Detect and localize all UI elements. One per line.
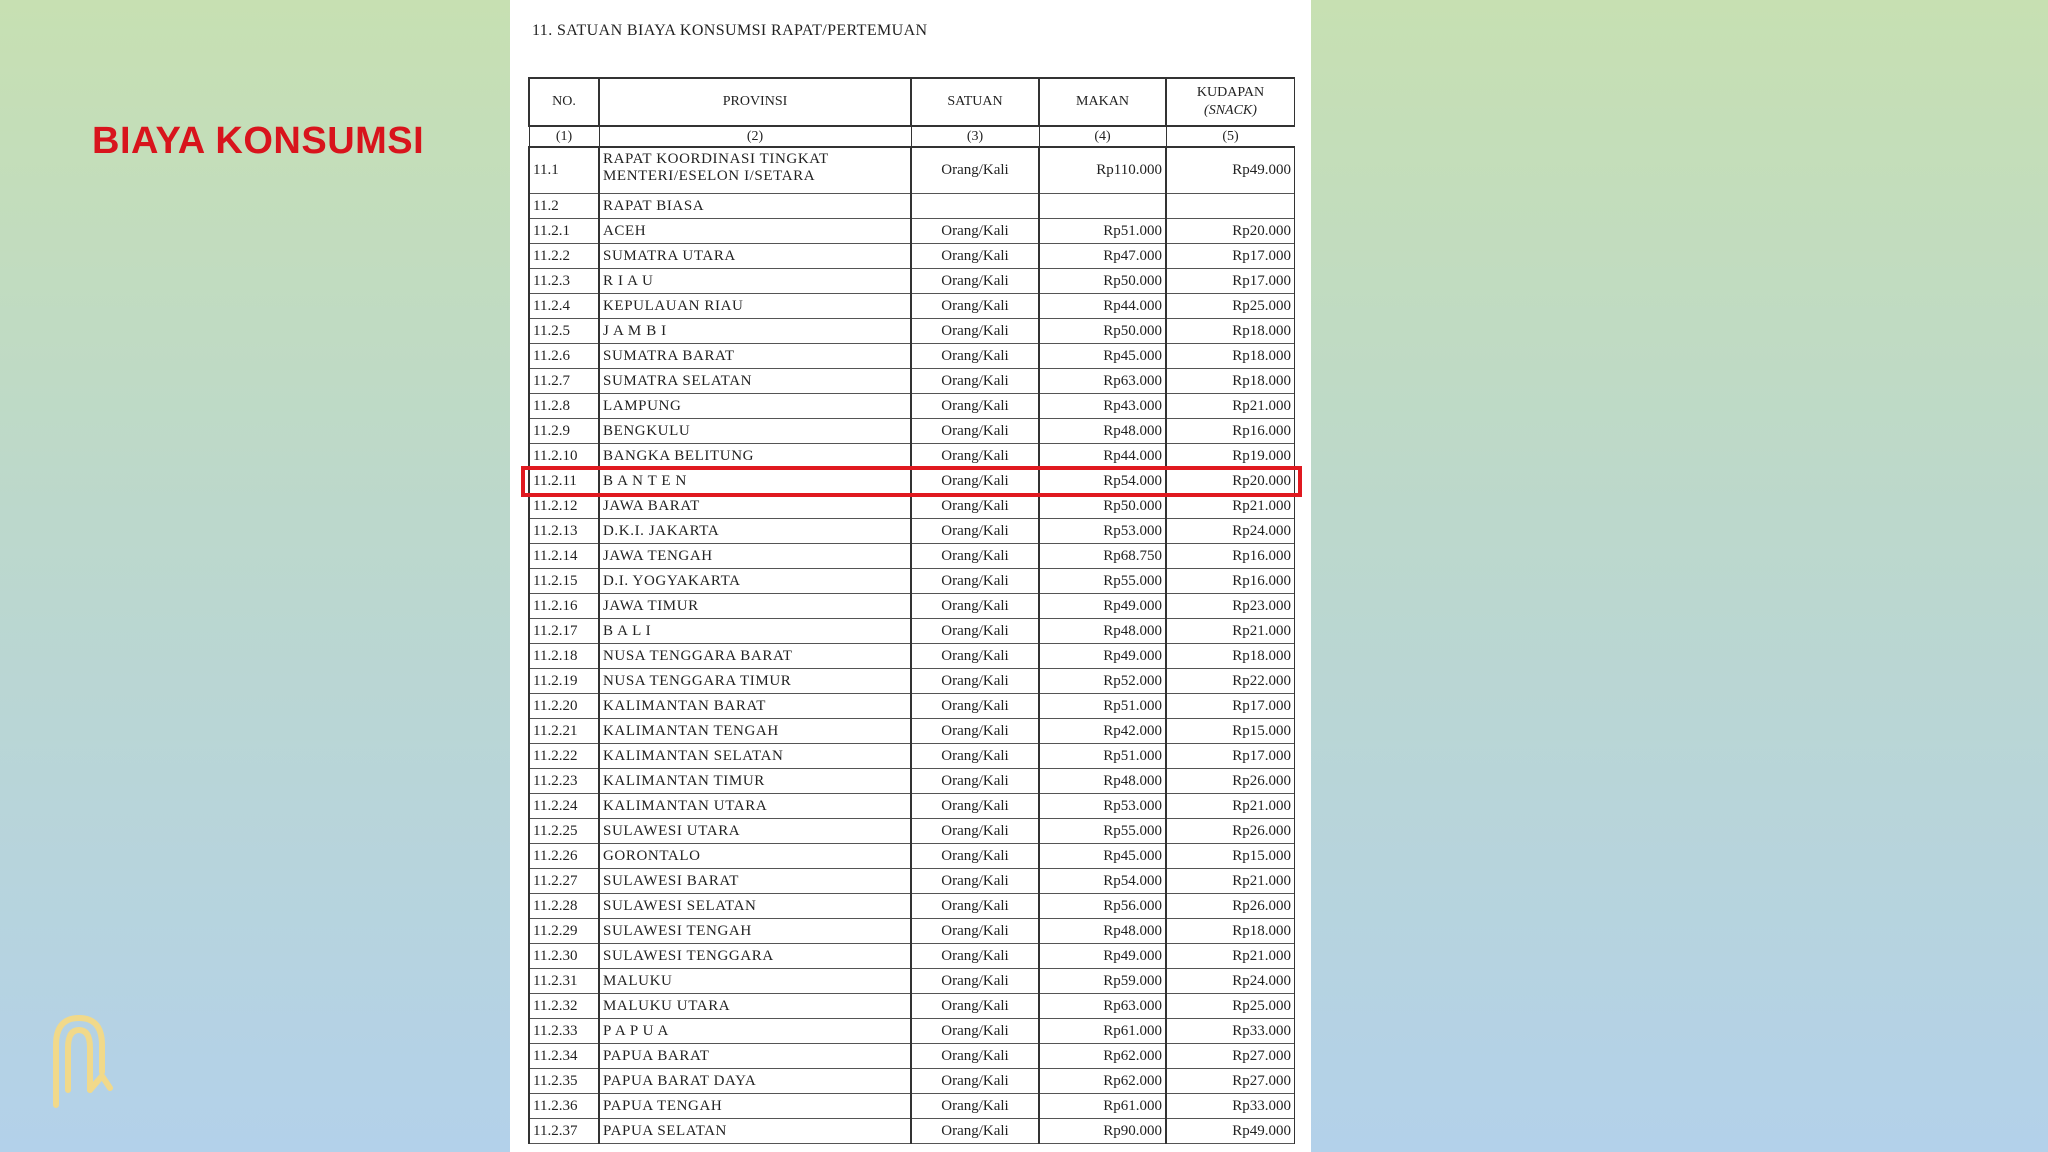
row-meal-cost: Rp43.000 (1039, 394, 1166, 419)
row-meal-cost: Rp49.000 (1039, 944, 1166, 969)
row-unit: Orang/Kali (911, 469, 1039, 494)
row-province: PAPUA SELATAN (599, 1119, 911, 1144)
row-number: 11.2.1 (529, 219, 599, 244)
table-row (529, 1044, 1295, 1069)
row-snack-cost: Rp23.000 (1166, 594, 1295, 619)
table-row (529, 147, 1295, 194)
row-province: SULAWESI UTARA (599, 819, 911, 844)
row-unit: Orang/Kali (911, 394, 1039, 419)
row-number: 11.2.20 (529, 694, 599, 719)
row-meal-cost: Rp50.000 (1039, 319, 1166, 344)
row-province: B A L I (599, 619, 911, 644)
col-header-kudapan-line1: KUDAPAN (1196, 85, 1265, 100)
table-header-row (529, 78, 1295, 126)
row-province: SULAWESI BARAT (599, 869, 911, 894)
row-number: 11.2.19 (529, 669, 599, 694)
row-snack-cost: Rp27.000 (1166, 1044, 1295, 1069)
row-province: NUSA TENGGARA TIMUR (599, 669, 911, 694)
row-meal-cost: Rp53.000 (1039, 519, 1166, 544)
row-meal-cost: Rp42.000 (1039, 719, 1166, 744)
table-row (529, 1069, 1295, 1094)
row-meal-cost: Rp63.000 (1039, 369, 1166, 394)
row-number: 11.2.18 (529, 644, 599, 669)
table-row (529, 294, 1295, 319)
table-row (529, 619, 1295, 644)
row-unit: Orang/Kali (911, 319, 1039, 344)
row-unit: Orang/Kali (911, 869, 1039, 894)
row-unit: Orang/Kali (911, 844, 1039, 869)
row-unit: Orang/Kali (911, 919, 1039, 944)
row-meal-cost: Rp54.000 (1039, 869, 1166, 894)
table-row-highlighted (529, 469, 1295, 494)
row-province: D.K.I. JAKARTA (599, 519, 911, 544)
col-header-kudapan (1166, 78, 1295, 126)
table-row (529, 344, 1295, 369)
table-row (529, 569, 1295, 594)
row-unit: Orang/Kali (911, 344, 1039, 369)
row-number: 11.2.29 (529, 919, 599, 944)
row-unit: Orang/Kali (911, 669, 1039, 694)
row-meal-cost: Rp55.000 (1039, 569, 1166, 594)
row-meal-cost: Rp51.000 (1039, 744, 1166, 769)
row-unit (911, 194, 1039, 219)
row-number: 11.2.11 (529, 469, 599, 494)
row-snack-cost: Rp25.000 (1166, 294, 1295, 319)
row-unit: Orang/Kali (911, 244, 1039, 269)
row-meal-cost: Rp59.000 (1039, 969, 1166, 994)
row-province: KALIMANTAN TENGAH (599, 719, 911, 744)
row-unit: Orang/Kali (911, 494, 1039, 519)
row-snack-cost: Rp49.000 (1166, 147, 1295, 194)
row-snack-cost: Rp18.000 (1166, 919, 1295, 944)
table-row (529, 444, 1295, 469)
row-meal-cost: Rp63.000 (1039, 994, 1166, 1019)
row-number: 11.2.7 (529, 369, 599, 394)
row-province: MALUKU (599, 969, 911, 994)
row-meal-cost: Rp49.000 (1039, 644, 1166, 669)
column-number: (4) (1039, 126, 1166, 147)
row-unit: Orang/Kali (911, 269, 1039, 294)
arch-arrow-logo-icon (44, 1010, 114, 1110)
row-unit: Orang/Kali (911, 569, 1039, 594)
row-number: 11.1 (529, 147, 599, 194)
col-header-kudapan-line2: (SNACK) (1204, 103, 1257, 118)
row-meal-cost: Rp52.000 (1039, 669, 1166, 694)
row-number: 11.2.9 (529, 419, 599, 444)
row-unit: Orang/Kali (911, 994, 1039, 1019)
row-number: 11.2.30 (529, 944, 599, 969)
row-unit: Orang/Kali (911, 944, 1039, 969)
row-meal-cost: Rp90.000 (1039, 1119, 1166, 1144)
row-unit: Orang/Kali (911, 644, 1039, 669)
table-row (529, 544, 1295, 569)
row-snack-cost: Rp33.000 (1166, 1019, 1295, 1044)
row-province: SUMATRA BARAT (599, 344, 911, 369)
table-row (529, 944, 1295, 969)
row-number: 11.2.8 (529, 394, 599, 419)
table-row (529, 244, 1295, 269)
row-meal-cost: Rp45.000 (1039, 844, 1166, 869)
row-unit: Orang/Kali (911, 519, 1039, 544)
row-number: 11.2.24 (529, 794, 599, 819)
row-snack-cost: Rp24.000 (1166, 519, 1295, 544)
row-unit: Orang/Kali (911, 219, 1039, 244)
row-meal-cost: Rp47.000 (1039, 244, 1166, 269)
row-meal-cost: Rp48.000 (1039, 769, 1166, 794)
row-province: RAPAT BIASA (599, 194, 911, 219)
row-snack-cost: Rp22.000 (1166, 669, 1295, 694)
row-unit: Orang/Kali (911, 794, 1039, 819)
table-row (529, 419, 1295, 444)
row-province: MALUKU UTARA (599, 994, 911, 1019)
table-row (529, 969, 1295, 994)
row-province: SULAWESI TENGGARA (599, 944, 911, 969)
cost-table (528, 77, 1295, 1144)
row-province: PAPUA BARAT DAYA (599, 1069, 911, 1094)
row-unit: Orang/Kali (911, 719, 1039, 744)
row-meal-cost: Rp48.000 (1039, 919, 1166, 944)
row-number: 11.2 (529, 194, 599, 219)
row-province: KALIMANTAN SELATAN (599, 744, 911, 769)
row-meal-cost: Rp54.000 (1039, 469, 1166, 494)
row-snack-cost: Rp20.000 (1166, 469, 1295, 494)
row-snack-cost: Rp17.000 (1166, 269, 1295, 294)
table-row (529, 769, 1295, 794)
row-number: 11.2.2 (529, 244, 599, 269)
table-row (529, 369, 1295, 394)
row-unit: Orang/Kali (911, 744, 1039, 769)
row-snack-cost: Rp15.000 (1166, 719, 1295, 744)
row-unit: Orang/Kali (911, 694, 1039, 719)
row-number: 11.2.31 (529, 969, 599, 994)
row-meal-cost: Rp56.000 (1039, 894, 1166, 919)
row-snack-cost: Rp21.000 (1166, 619, 1295, 644)
row-meal-cost: Rp48.000 (1039, 619, 1166, 644)
row-snack-cost: Rp18.000 (1166, 369, 1295, 394)
row-snack-cost: Rp18.000 (1166, 644, 1295, 669)
row-province: D.I. YOGYAKARTA (599, 569, 911, 594)
row-snack-cost: Rp17.000 (1166, 744, 1295, 769)
row-snack-cost: Rp16.000 (1166, 544, 1295, 569)
table-row (529, 819, 1295, 844)
row-unit: Orang/Kali (911, 894, 1039, 919)
row-snack-cost: Rp27.000 (1166, 1069, 1295, 1094)
table-row (529, 1094, 1295, 1119)
cost-table-wrapper (528, 77, 1295, 1152)
row-number: 11.2.27 (529, 869, 599, 894)
row-number: 11.2.26 (529, 844, 599, 869)
row-province: P A P U A (599, 1019, 911, 1044)
row-meal-cost: Rp68.750 (1039, 544, 1166, 569)
column-number: (1) (529, 126, 599, 147)
row-meal-cost: Rp49.000 (1039, 594, 1166, 619)
row-number: 11.2.32 (529, 994, 599, 1019)
column-number: (2) (599, 126, 911, 147)
table-row (529, 1019, 1295, 1044)
row-number: 11.2.5 (529, 319, 599, 344)
slide-title: BIAYA KONSUMSI (92, 120, 425, 162)
row-number: 11.2.13 (529, 519, 599, 544)
row-number: 11.2.6 (529, 344, 599, 369)
table-row (529, 744, 1295, 769)
row-snack-cost: Rp33.000 (1166, 1094, 1295, 1119)
document-page (510, 0, 1311, 1152)
row-number: 11.2.16 (529, 594, 599, 619)
row-number: 11.2.34 (529, 1044, 599, 1069)
row-unit: Orang/Kali (911, 419, 1039, 444)
row-unit: Orang/Kali (911, 294, 1039, 319)
row-province: SULAWESI TENGAH (599, 919, 911, 944)
col-header-provinsi: PROVINSI (599, 78, 911, 126)
row-number: 11.2.15 (529, 569, 599, 594)
row-meal-cost: Rp53.000 (1039, 794, 1166, 819)
table-row (529, 269, 1295, 294)
table-row (529, 319, 1295, 344)
row-snack-cost: Rp15.000 (1166, 844, 1295, 869)
row-meal-cost: Rp51.000 (1039, 219, 1166, 244)
table-row (529, 869, 1295, 894)
row-province: RAPAT KOORDINASI TINGKAT MENTERI/ESELON I/SETARA (599, 147, 911, 194)
table-row (529, 894, 1295, 919)
row-number: 11.2.17 (529, 619, 599, 644)
row-province: PAPUA BARAT (599, 1044, 911, 1069)
row-meal-cost: Rp48.000 (1039, 419, 1166, 444)
row-snack-cost: Rp16.000 (1166, 419, 1295, 444)
row-snack-cost: Rp21.000 (1166, 494, 1295, 519)
row-meal-cost: Rp50.000 (1039, 494, 1166, 519)
row-meal-cost: Rp62.000 (1039, 1044, 1166, 1069)
row-unit: Orang/Kali (911, 819, 1039, 844)
row-province: JAWA TENGAH (599, 544, 911, 569)
row-meal-cost (1039, 194, 1166, 219)
row-snack-cost: Rp49.000 (1166, 1119, 1295, 1144)
row-snack-cost: Rp26.000 (1166, 819, 1295, 844)
row-unit: Orang/Kali (911, 1119, 1039, 1144)
row-meal-cost: Rp61.000 (1039, 1019, 1166, 1044)
row-province: B A N T E N (599, 469, 911, 494)
table-row (529, 394, 1295, 419)
row-unit: Orang/Kali (911, 147, 1039, 194)
row-snack-cost: Rp21.000 (1166, 869, 1295, 894)
row-unit: Orang/Kali (911, 619, 1039, 644)
row-meal-cost: Rp44.000 (1039, 444, 1166, 469)
row-province: JAWA TIMUR (599, 594, 911, 619)
table-row (529, 669, 1295, 694)
column-number-row (529, 126, 1295, 147)
row-meal-cost: Rp61.000 (1039, 1094, 1166, 1119)
table-row (529, 219, 1295, 244)
row-number: 11.2.12 (529, 494, 599, 519)
row-meal-cost: Rp45.000 (1039, 344, 1166, 369)
table-row (529, 844, 1295, 869)
row-province: SUMATRA SELATAN (599, 369, 911, 394)
row-snack-cost: Rp20.000 (1166, 219, 1295, 244)
section-heading: 11. SATUAN BIAYA KONSUMSI RAPAT/PERTEMUAN (532, 22, 928, 39)
row-number: 11.2.4 (529, 294, 599, 319)
row-snack-cost: Rp21.000 (1166, 394, 1295, 419)
row-meal-cost: Rp51.000 (1039, 694, 1166, 719)
row-snack-cost: Rp21.000 (1166, 794, 1295, 819)
table-row (529, 1119, 1295, 1144)
row-meal-cost: Rp50.000 (1039, 269, 1166, 294)
row-number: 11.2.14 (529, 544, 599, 569)
row-unit: Orang/Kali (911, 1019, 1039, 1044)
table-row (529, 644, 1295, 669)
row-province: ACEH (599, 219, 911, 244)
row-meal-cost: Rp110.000 (1039, 147, 1166, 194)
row-number: 11.2.37 (529, 1119, 599, 1144)
row-province: SUMATRA UTARA (599, 244, 911, 269)
row-province: R I A U (599, 269, 911, 294)
row-province: JAWA BARAT (599, 494, 911, 519)
row-province: KEPULAUAN RIAU (599, 294, 911, 319)
col-header-no: NO. (529, 78, 599, 126)
col-header-makan: MAKAN (1039, 78, 1166, 126)
table-row (529, 519, 1295, 544)
row-unit: Orang/Kali (911, 544, 1039, 569)
row-snack-cost: Rp21.000 (1166, 944, 1295, 969)
row-unit: Orang/Kali (911, 369, 1039, 394)
row-snack-cost: Rp18.000 (1166, 344, 1295, 369)
row-province: BENGKULU (599, 419, 911, 444)
col-header-satuan: SATUAN (911, 78, 1039, 126)
row-snack-cost: Rp16.000 (1166, 569, 1295, 594)
row-unit: Orang/Kali (911, 444, 1039, 469)
row-province: KALIMANTAN TIMUR (599, 769, 911, 794)
row-number: 11.2.28 (529, 894, 599, 919)
row-meal-cost: Rp62.000 (1039, 1069, 1166, 1094)
table-row (529, 694, 1295, 719)
row-number: 11.2.33 (529, 1019, 599, 1044)
row-snack-cost: Rp18.000 (1166, 319, 1295, 344)
row-province: PAPUA TENGAH (599, 1094, 911, 1119)
table-row (529, 494, 1295, 519)
row-number: 11.2.3 (529, 269, 599, 294)
row-snack-cost: Rp24.000 (1166, 969, 1295, 994)
row-unit: Orang/Kali (911, 1069, 1039, 1094)
column-number: (3) (911, 126, 1039, 147)
row-province: LAMPUNG (599, 394, 911, 419)
row-snack-cost: Rp25.000 (1166, 994, 1295, 1019)
table-row (529, 919, 1295, 944)
row-province: GORONTALO (599, 844, 911, 869)
row-snack-cost (1166, 194, 1295, 219)
row-unit: Orang/Kali (911, 769, 1039, 794)
row-number: 11.2.10 (529, 444, 599, 469)
row-province: NUSA TENGGARA BARAT (599, 644, 911, 669)
table-row (529, 994, 1295, 1019)
row-province: KALIMANTAN BARAT (599, 694, 911, 719)
row-number: 11.2.23 (529, 769, 599, 794)
column-number: (5) (1166, 126, 1295, 147)
row-unit: Orang/Kali (911, 969, 1039, 994)
row-number: 11.2.36 (529, 1094, 599, 1119)
row-snack-cost: Rp19.000 (1166, 444, 1295, 469)
row-snack-cost: Rp17.000 (1166, 694, 1295, 719)
row-province: BANGKA BELITUNG (599, 444, 911, 469)
row-number: 11.2.22 (529, 744, 599, 769)
row-province: KALIMANTAN UTARA (599, 794, 911, 819)
table-row (529, 594, 1295, 619)
row-unit: Orang/Kali (911, 1044, 1039, 1069)
table-row (529, 194, 1295, 219)
row-number: 11.2.35 (529, 1069, 599, 1094)
row-meal-cost: Rp44.000 (1039, 294, 1166, 319)
row-snack-cost: Rp17.000 (1166, 244, 1295, 269)
row-number: 11.2.21 (529, 719, 599, 744)
row-province: SULAWESI SELATAN (599, 894, 911, 919)
row-unit: Orang/Kali (911, 1094, 1039, 1119)
row-province: J A M B I (599, 319, 911, 344)
row-unit: Orang/Kali (911, 594, 1039, 619)
row-snack-cost: Rp26.000 (1166, 769, 1295, 794)
table-row (529, 794, 1295, 819)
row-number: 11.2.25 (529, 819, 599, 844)
row-meal-cost: Rp55.000 (1039, 819, 1166, 844)
table-row (529, 719, 1295, 744)
row-snack-cost: Rp26.000 (1166, 894, 1295, 919)
